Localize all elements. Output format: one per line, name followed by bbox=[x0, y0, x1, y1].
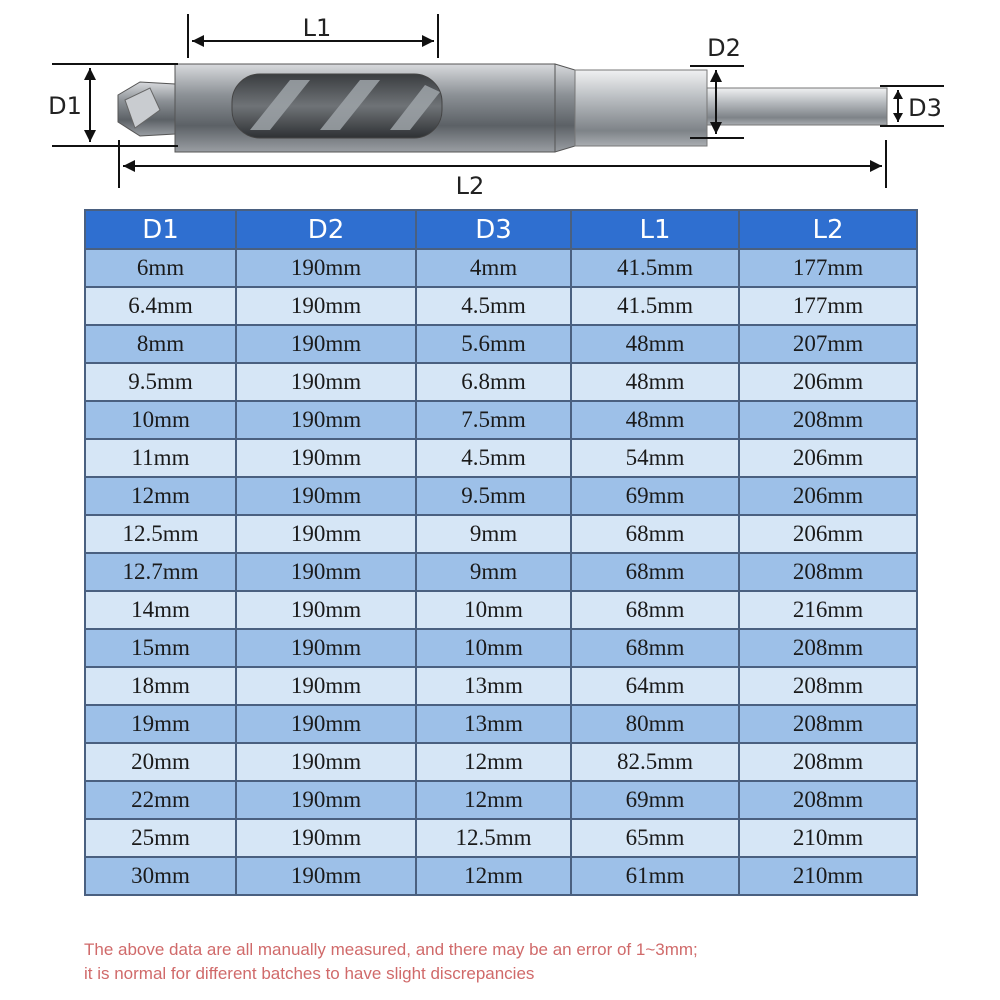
table-cell-d3: 4.5mm bbox=[416, 287, 571, 325]
table-body bbox=[85, 249, 917, 895]
table-cell-d2: 190mm bbox=[236, 249, 416, 287]
table-cell-d3: 4mm bbox=[416, 249, 571, 287]
table-cell-l1: 54mm bbox=[571, 439, 739, 477]
table-row bbox=[85, 553, 917, 591]
table-cell-l1: 65mm bbox=[571, 819, 739, 857]
table-cell-d3: 13mm bbox=[416, 667, 571, 705]
table-cell-d3: 10mm bbox=[416, 629, 571, 667]
table-cell-d2: 190mm bbox=[236, 591, 416, 629]
table-cell-d1: 8mm bbox=[85, 325, 236, 363]
d2-dimension-label: D2 bbox=[707, 34, 741, 62]
column-header-l1: L1 bbox=[571, 210, 739, 249]
table-row bbox=[85, 325, 917, 363]
table-cell-l2: 208mm bbox=[739, 401, 917, 439]
table-row bbox=[85, 819, 917, 857]
column-header-d1: D1 bbox=[85, 210, 236, 249]
table-cell-d3: 9.5mm bbox=[416, 477, 571, 515]
table-cell-d3: 12mm bbox=[416, 781, 571, 819]
table-cell-d1: 12mm bbox=[85, 477, 236, 515]
table-cell-d3: 6.8mm bbox=[416, 363, 571, 401]
table-cell-d2: 190mm bbox=[236, 819, 416, 857]
table-cell-l1: 68mm bbox=[571, 591, 739, 629]
table-cell-l2: 177mm bbox=[739, 249, 917, 287]
table-cell-l2: 206mm bbox=[739, 515, 917, 553]
table-row bbox=[85, 401, 917, 439]
table-cell-d1: 14mm bbox=[85, 591, 236, 629]
table-row bbox=[85, 667, 917, 705]
table-row bbox=[85, 781, 917, 819]
table-cell-d3: 5.6mm bbox=[416, 325, 571, 363]
table-cell-d2: 190mm bbox=[236, 629, 416, 667]
table-cell-d3: 7.5mm bbox=[416, 401, 571, 439]
table-cell-l2: 208mm bbox=[739, 781, 917, 819]
table-cell-d3: 12mm bbox=[416, 743, 571, 781]
table-cell-l2: 216mm bbox=[739, 591, 917, 629]
table-cell-d1: 11mm bbox=[85, 439, 236, 477]
table-cell-d2: 190mm bbox=[236, 705, 416, 743]
table-cell-d1: 15mm bbox=[85, 629, 236, 667]
table-cell-d3: 4.5mm bbox=[416, 439, 571, 477]
drill-bit-illustration bbox=[118, 64, 887, 152]
table-cell-l2: 207mm bbox=[739, 325, 917, 363]
table-row bbox=[85, 515, 917, 553]
table-cell-d3: 12.5mm bbox=[416, 819, 571, 857]
table-cell-l2: 177mm bbox=[739, 287, 917, 325]
table-cell-l1: 48mm bbox=[571, 401, 739, 439]
table-cell-d1: 22mm bbox=[85, 781, 236, 819]
table-row bbox=[85, 287, 917, 325]
table-cell-l2: 206mm bbox=[739, 477, 917, 515]
table-cell-d2: 190mm bbox=[236, 553, 416, 591]
table-cell-d2: 190mm bbox=[236, 781, 416, 819]
table-row bbox=[85, 439, 917, 477]
drill-bit-dimension-diagram bbox=[0, 0, 1000, 200]
table-cell-d2: 190mm bbox=[236, 743, 416, 781]
table-cell-l1: 41.5mm bbox=[571, 287, 739, 325]
table-cell-d2: 190mm bbox=[236, 857, 416, 895]
table-cell-l1: 61mm bbox=[571, 857, 739, 895]
table-cell-d2: 190mm bbox=[236, 401, 416, 439]
table-cell-d1: 19mm bbox=[85, 705, 236, 743]
table-cell-d1: 6.4mm bbox=[85, 287, 236, 325]
table-cell-d2: 190mm bbox=[236, 477, 416, 515]
note-line-2: it is normal for different batches to have slight discrepancies bbox=[84, 964, 535, 983]
table-cell-l1: 41.5mm bbox=[571, 249, 739, 287]
note-line-1: The above data are all manually measured, and there may be an error of 1~3mm; bbox=[84, 940, 698, 959]
column-header-l2: L2 bbox=[739, 210, 917, 249]
table-header-row bbox=[85, 210, 917, 249]
table-row bbox=[85, 743, 917, 781]
table-row bbox=[85, 249, 917, 287]
d3-dimension-label: D3 bbox=[908, 94, 942, 122]
table-cell-d2: 190mm bbox=[236, 287, 416, 325]
table-cell-d1: 20mm bbox=[85, 743, 236, 781]
table-cell-d1: 6mm bbox=[85, 249, 236, 287]
l1-dimension-label: L1 bbox=[302, 14, 332, 42]
measurement-note bbox=[84, 938, 964, 986]
table-cell-l1: 69mm bbox=[571, 477, 739, 515]
column-header-d2: D2 bbox=[236, 210, 416, 249]
table-cell-d1: 18mm bbox=[85, 667, 236, 705]
table-row bbox=[85, 363, 917, 401]
table-row bbox=[85, 591, 917, 629]
table-cell-l1: 80mm bbox=[571, 705, 739, 743]
table-cell-d1: 25mm bbox=[85, 819, 236, 857]
table-row bbox=[85, 857, 917, 895]
table-cell-d1: 30mm bbox=[85, 857, 236, 895]
table-cell-d3: 10mm bbox=[416, 591, 571, 629]
table-cell-l2: 208mm bbox=[739, 667, 917, 705]
table-cell-d3: 9mm bbox=[416, 553, 571, 591]
table-cell-d3: 13mm bbox=[416, 705, 571, 743]
table-cell-l2: 208mm bbox=[739, 629, 917, 667]
table-cell-d1: 10mm bbox=[85, 401, 236, 439]
table-cell-l2: 206mm bbox=[739, 439, 917, 477]
table-cell-l2: 210mm bbox=[739, 819, 917, 857]
table-cell-d1: 9.5mm bbox=[85, 363, 236, 401]
table-row bbox=[85, 705, 917, 743]
d1-dimension-label: D1 bbox=[48, 92, 82, 120]
table-cell-l2: 208mm bbox=[739, 743, 917, 781]
table-cell-l1: 69mm bbox=[571, 781, 739, 819]
table-cell-l2: 208mm bbox=[739, 705, 917, 743]
table-cell-d2: 190mm bbox=[236, 515, 416, 553]
table-cell-l1: 82.5mm bbox=[571, 743, 739, 781]
table-cell-d2: 190mm bbox=[236, 363, 416, 401]
table-cell-d1: 12.5mm bbox=[85, 515, 236, 553]
table-cell-d3: 9mm bbox=[416, 515, 571, 553]
column-header-d3: D3 bbox=[416, 210, 571, 249]
table-cell-l1: 48mm bbox=[571, 363, 739, 401]
table-cell-l1: 64mm bbox=[571, 667, 739, 705]
table-cell-l2: 206mm bbox=[739, 363, 917, 401]
table-cell-l2: 208mm bbox=[739, 553, 917, 591]
table-cell-d2: 190mm bbox=[236, 667, 416, 705]
table-cell-l2: 210mm bbox=[739, 857, 917, 895]
table-cell-l1: 68mm bbox=[571, 515, 739, 553]
table-cell-d3: 12mm bbox=[416, 857, 571, 895]
table-cell-l1: 68mm bbox=[571, 629, 739, 667]
dimension-spec-table bbox=[84, 209, 918, 896]
l2-dimension-label: L2 bbox=[455, 172, 485, 200]
table-cell-d1: 12.7mm bbox=[85, 553, 236, 591]
table-cell-l1: 68mm bbox=[571, 553, 739, 591]
table-row bbox=[85, 629, 917, 667]
table-cell-l1: 48mm bbox=[571, 325, 739, 363]
table-cell-d2: 190mm bbox=[236, 439, 416, 477]
table-row bbox=[85, 477, 917, 515]
table-cell-d2: 190mm bbox=[236, 325, 416, 363]
